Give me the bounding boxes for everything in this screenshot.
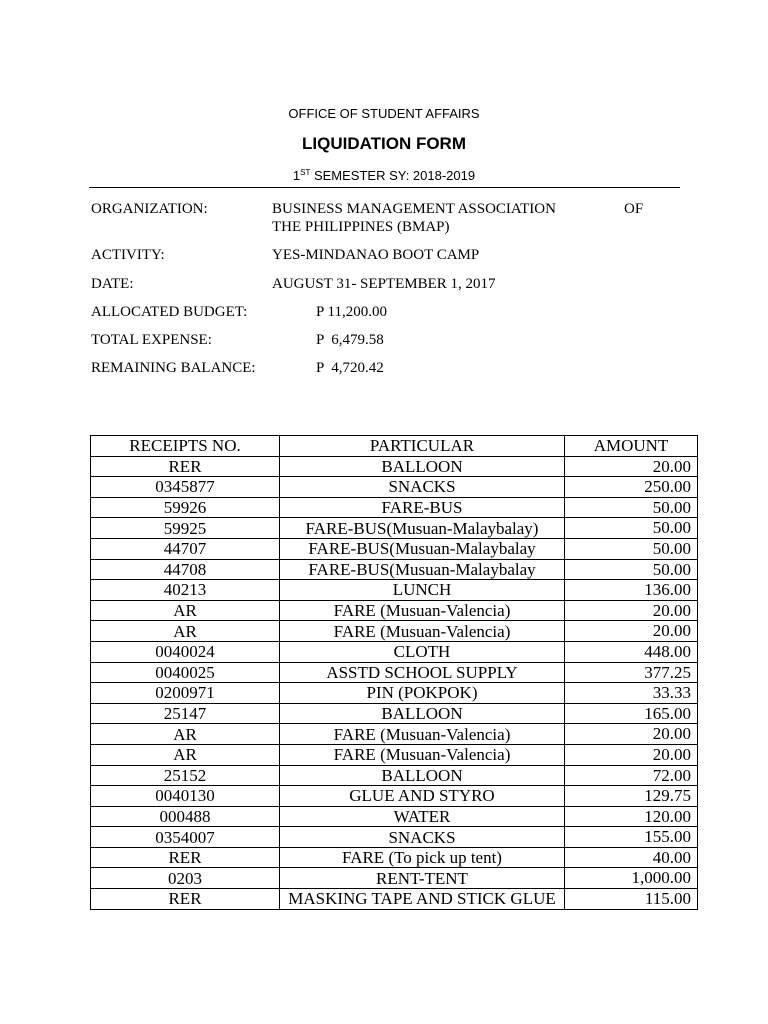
- receipt-no-cell: 0200971: [91, 683, 280, 704]
- particular-cell: FARE (Musuan-Valencia): [280, 621, 565, 642]
- amount-cell: 448.00: [565, 641, 698, 662]
- table-row: [91, 497, 698, 518]
- organization-value-line2: THE PHILIPPINES (BMAP): [272, 219, 450, 235]
- particular-cell: FARE (To pick up tent): [280, 847, 565, 868]
- form-title: LIQUIDATION FORM: [302, 134, 466, 153]
- particular-cell: PIN (POKPOK): [280, 683, 565, 704]
- amount-cell: 155.00: [565, 827, 698, 848]
- amount-cell: 50.00: [565, 518, 698, 539]
- receipt-no-cell: RER: [91, 456, 280, 477]
- receipt-no-cell: AR: [91, 621, 280, 642]
- amount-cell: 136.00: [565, 580, 698, 601]
- amount-cell: 50.00: [565, 538, 698, 559]
- receipt-no-cell: 0354007: [91, 827, 280, 848]
- particular-cell: GLUE AND STYRO: [280, 786, 565, 807]
- particular-cell: MASKING TAPE AND STICK GLUE: [280, 889, 565, 910]
- particular-cell: CLOTH: [280, 641, 565, 662]
- receipt-no-cell: AR: [91, 600, 280, 621]
- particular-cell: FARE (Musuan-Valencia): [280, 724, 565, 745]
- receipt-no-cell: 0345877: [91, 477, 280, 498]
- receipt-no-cell: 0040025: [91, 662, 280, 683]
- office-name: OFFICE OF STUDENT AFFAIRS: [288, 106, 480, 121]
- table-row: [91, 847, 698, 868]
- organization-value-of: OF: [624, 201, 644, 217]
- receipt-no-cell: AR: [91, 744, 280, 765]
- amount-cell: 72.00: [565, 765, 698, 786]
- total-expense-label: TOTAL EXPENSE:: [91, 332, 212, 348]
- particular-cell: SNACKS: [280, 477, 565, 498]
- table-row: [91, 786, 698, 807]
- amount-cell: 20.00: [565, 600, 698, 621]
- particular-cell: WATER: [280, 806, 565, 827]
- particular-cell: SNACKS: [280, 827, 565, 848]
- amount-cell: 1,000.00: [565, 868, 698, 889]
- amount-cell: 165.00: [565, 703, 698, 724]
- particular-cell: FARE-BUS(Musuan-Malaybalay: [280, 559, 565, 580]
- receipt-no-cell: 59926: [91, 497, 280, 518]
- amount-cell: 20.00: [565, 724, 698, 745]
- amount-cell: 40.00: [565, 847, 698, 868]
- receipt-no-cell: 000488: [91, 806, 280, 827]
- receipt-no-cell: 44708: [91, 559, 280, 580]
- date-value: AUGUST 31- SEPTEMBER 1, 2017: [272, 276, 496, 292]
- header-particular: PARTICULAR: [280, 436, 565, 457]
- organization-value-line1: BUSINESS MANAGEMENT ASSOCIATION: [272, 201, 556, 217]
- receipt-no-cell: 0040024: [91, 641, 280, 662]
- particular-cell: BALLOON: [280, 703, 565, 724]
- table-header-row: [91, 436, 698, 457]
- amount-cell: 250.00: [565, 477, 698, 498]
- date-label: DATE:: [91, 276, 134, 292]
- particular-cell: BALLOON: [280, 765, 565, 786]
- table-row: [91, 724, 698, 745]
- particular-cell: LUNCH: [280, 580, 565, 601]
- table-row: [91, 683, 698, 704]
- table-row: [91, 641, 698, 662]
- activity-label: ACTIVITY:: [91, 247, 165, 263]
- receipt-no-cell: 0203: [91, 868, 280, 889]
- allocated-budget-label: ALLOCATED BUDGET:: [91, 304, 248, 320]
- remaining-balance-value: P 4,720.42: [316, 360, 384, 376]
- particular-cell: ASSTD SCHOOL SUPPLY: [280, 662, 565, 683]
- total-expense-value: P 6,479.58: [316, 332, 384, 348]
- receipt-no-cell: 40213: [91, 580, 280, 601]
- particular-cell: BALLOON: [280, 456, 565, 477]
- semester-text: SEMESTER SY: 2018-2019: [310, 168, 476, 183]
- table-row: [91, 621, 698, 642]
- receipt-no-cell: RER: [91, 889, 280, 910]
- receipt-no-cell: AR: [91, 724, 280, 745]
- table-row: [91, 559, 698, 580]
- particular-cell: FARE (Musuan-Valencia): [280, 744, 565, 765]
- table-row: [91, 703, 698, 724]
- table-row: [91, 456, 698, 477]
- receipt-no-cell: 25147: [91, 703, 280, 724]
- particular-cell: FARE-BUS(Musuan-Malaybalay: [280, 538, 565, 559]
- table-row: [91, 827, 698, 848]
- amount-cell: 50.00: [565, 559, 698, 580]
- particular-cell: FARE-BUS: [280, 497, 565, 518]
- table-row: [91, 477, 698, 498]
- amount-cell: 377.25: [565, 662, 698, 683]
- table-row: [91, 868, 698, 889]
- amount-cell: 129.75: [565, 786, 698, 807]
- amount-cell: 20.00: [565, 621, 698, 642]
- table-row: [91, 765, 698, 786]
- table-row: [91, 600, 698, 621]
- amount-cell: 33.33: [565, 683, 698, 704]
- table-row: [91, 806, 698, 827]
- receipt-no-cell: 44707: [91, 538, 280, 559]
- receipts-table: [90, 435, 698, 910]
- receipt-no-cell: 25152: [91, 765, 280, 786]
- header-divider: [89, 187, 680, 188]
- header-receipts-no: RECEIPTS NO.: [91, 436, 280, 457]
- table-row: [91, 580, 698, 601]
- table-row: [91, 518, 698, 539]
- semester-number: 1: [292, 168, 301, 183]
- amount-cell: 20.00: [565, 456, 698, 477]
- amount-cell: 120.00: [565, 806, 698, 827]
- receipt-no-cell: RER: [91, 847, 280, 868]
- particular-cell: FARE-BUS(Musuan-Malaybalay): [280, 518, 565, 539]
- semester-suffix: ST: [300, 168, 311, 177]
- header-amount: AMOUNT: [565, 436, 698, 457]
- particular-cell: RENT-TENT: [280, 868, 565, 889]
- remaining-balance-label: REMAINING BALANCE:: [91, 360, 256, 376]
- amount-cell: 50.00: [565, 497, 698, 518]
- allocated-budget-value: P 11,200.00: [316, 304, 387, 320]
- table-row: [91, 662, 698, 683]
- activity-value: YES-MINDANAO BOOT CAMP: [272, 247, 480, 263]
- table-row: [91, 744, 698, 765]
- amount-cell: 20.00: [565, 744, 698, 765]
- semester-line: [0, 168, 768, 183]
- receipt-no-cell: 0040130: [91, 786, 280, 807]
- table-row: [91, 538, 698, 559]
- receipt-no-cell: 59925: [91, 518, 280, 539]
- amount-cell: 115.00: [565, 889, 698, 910]
- particular-cell: FARE (Musuan-Valencia): [280, 600, 565, 621]
- organization-label: ORGANIZATION:: [91, 201, 208, 217]
- table-row: [91, 889, 698, 910]
